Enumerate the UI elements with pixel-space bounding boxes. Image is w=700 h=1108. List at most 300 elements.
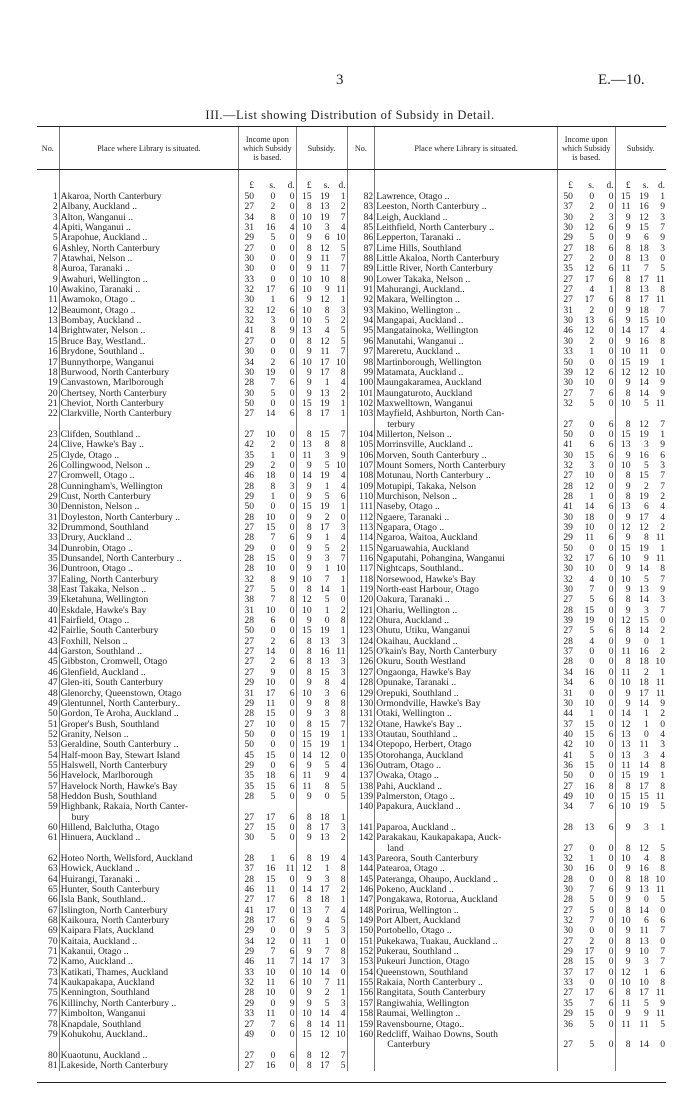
subsidy-amount xyxy=(615,202,666,212)
library-place: Albany, Auckland .. xyxy=(59,202,238,212)
income-shillings: 1 xyxy=(589,709,595,720)
subsidy-shillings: 1 xyxy=(324,936,330,947)
income-shillings: 2 xyxy=(270,440,276,451)
library-no: 48 xyxy=(48,688,58,699)
library-place: Kennington, Southland xyxy=(59,988,238,998)
library-no: 154 xyxy=(347,968,375,978)
income-pounds: 34 xyxy=(563,667,573,678)
library-no: 55 xyxy=(48,760,58,771)
subsidy-amount xyxy=(615,1051,666,1061)
subsidy-pence: 10 xyxy=(655,367,665,378)
income-amount xyxy=(557,564,615,574)
subsidy-pence: 4 xyxy=(660,729,665,740)
subsidy-pence: 4 xyxy=(660,512,665,523)
library-no xyxy=(37,420,59,430)
library-no: 99 xyxy=(347,368,375,378)
subsidy-shillings: 6 xyxy=(324,233,330,244)
subsidy-pounds: 9 xyxy=(625,512,631,523)
library-no: 101 xyxy=(347,389,375,399)
leader-dots: .. xyxy=(436,523,445,533)
income-pence: 6 xyxy=(289,1019,295,1030)
subsidy-shillings: 12 xyxy=(319,1029,330,1040)
library-no: 72 xyxy=(48,957,58,968)
subsidy-pounds: 9 xyxy=(625,885,631,896)
subsidy-pence: 8 xyxy=(660,854,665,864)
library-place: Ongaonga, Hawke's Bay xyxy=(375,668,558,678)
income-pence: 0 xyxy=(289,316,295,327)
subsidy-pence: 10 xyxy=(335,1029,346,1040)
income-pence: 6 xyxy=(608,264,614,275)
library-place: Havelock, Marlborough xyxy=(59,771,238,781)
subsidy-shillings: 5 xyxy=(643,460,649,471)
subsidy-amount xyxy=(615,254,666,264)
subsidy-table xyxy=(37,126,666,1071)
income-pence: 6 xyxy=(608,295,614,306)
library-no: 30 xyxy=(48,502,58,513)
library-place: Palmerston, Otago .. xyxy=(375,792,558,802)
leader-dots: .. xyxy=(136,440,144,451)
library-no: 60 xyxy=(48,822,58,833)
leader-dots: .. xyxy=(132,864,140,875)
subsidy-amount xyxy=(296,1030,347,1040)
income-amount xyxy=(239,430,297,440)
subsidy-pence: 3 xyxy=(660,740,665,751)
subsidy-pounds: 9 xyxy=(625,1009,631,1020)
income-pence: 0 xyxy=(289,616,295,627)
income-amount xyxy=(557,192,615,202)
table-row xyxy=(37,978,666,988)
table-row xyxy=(37,378,666,388)
income-pence: 0 xyxy=(608,336,614,347)
table-row xyxy=(37,575,666,585)
library-no: 150 xyxy=(347,926,375,936)
income-amount xyxy=(239,358,297,368)
subsidy-amount xyxy=(296,595,347,605)
library-place: Maxwelltown, Wanganui xyxy=(375,399,558,409)
unit-pence: d. xyxy=(606,181,614,191)
subsidy-pence: 0 xyxy=(340,967,346,978)
subsidy-amount xyxy=(296,192,347,202)
income-pence: 6 xyxy=(289,409,295,420)
subsidy-pence: 7 xyxy=(660,605,665,616)
library-no: 1 xyxy=(52,192,58,202)
income-pence: 7 xyxy=(289,957,295,968)
income-shillings: 12 xyxy=(584,264,595,275)
income-pence: 0 xyxy=(608,854,614,864)
subsidy-shillings: 6 xyxy=(643,502,649,513)
leader-dots: .. xyxy=(450,729,458,740)
table-row xyxy=(37,523,666,533)
library-place: North-east Harbour, Otago xyxy=(375,585,558,595)
subsidy-amount xyxy=(615,409,666,419)
subsidy-amount xyxy=(296,699,347,709)
income-shillings: 12 xyxy=(584,223,595,234)
subsidy-pence: 11 xyxy=(655,554,665,565)
library-no: 109 xyxy=(347,482,375,492)
table-row xyxy=(37,440,666,450)
income-amount xyxy=(239,937,297,947)
income-shillings: 16 xyxy=(584,667,595,678)
library-place: Otane, Hawke's Bay .. xyxy=(375,720,558,730)
library-place: Brightwater, Nelson .. xyxy=(59,326,238,336)
subsidy-pounds: 8 xyxy=(306,1050,312,1061)
subsidy-pounds: 9 xyxy=(625,481,631,492)
income-pounds: 39 xyxy=(563,367,573,378)
income-pounds: 28 xyxy=(244,554,255,565)
income-pence: 6 xyxy=(608,998,614,1009)
unit-pounds: £ xyxy=(249,181,255,191)
income-pounds: 30 xyxy=(563,864,573,875)
library-place: Matamata, Auckland .. xyxy=(375,368,558,378)
library-no: 97 xyxy=(347,347,375,357)
library-no: 135 xyxy=(347,751,375,761)
table-row xyxy=(37,606,666,616)
library-no: 126 xyxy=(347,657,375,667)
library-no: 4 xyxy=(52,223,58,234)
income-pence: 0 xyxy=(289,905,295,916)
subsidy-pounds: 8 xyxy=(306,1019,312,1030)
subsidy-pounds: 9 xyxy=(306,698,312,709)
income-pence: 0 xyxy=(608,688,614,699)
subsidy-amount xyxy=(615,771,666,781)
income-shillings: 0 xyxy=(270,502,276,513)
library-place: Ormondville, Hawke's Bay xyxy=(375,699,558,709)
subsidy-pounds: 11 xyxy=(621,264,631,275)
income-pence: 6 xyxy=(608,885,614,896)
income-pence: 9 xyxy=(289,574,295,585)
income-shillings: 17 xyxy=(265,905,276,916)
income-shillings: 12 xyxy=(584,367,595,378)
subsidy-pence: 10 xyxy=(335,564,346,575)
income-pounds: 28 xyxy=(244,854,255,864)
income-pounds: 29 xyxy=(563,947,573,958)
income-shillings: 0 xyxy=(270,398,276,409)
leader-dots: .. xyxy=(132,502,140,513)
unit-shillings: s. xyxy=(323,181,330,191)
income-amount xyxy=(557,347,615,357)
income-shillings: 2 xyxy=(589,202,595,213)
subsidy-amount xyxy=(615,978,666,988)
leader-dots: .. xyxy=(128,305,136,316)
subsidy-pounds: 9 xyxy=(625,947,631,958)
subsidy-pounds: 9 xyxy=(306,988,312,999)
income-pounds: 29 xyxy=(244,926,255,937)
income-pence: 6 xyxy=(608,419,614,430)
subsidy-amount xyxy=(615,626,666,636)
library-place: Maungakaramea, Auckland xyxy=(375,378,558,388)
leader-dots: .. xyxy=(125,957,133,968)
library-place: Leeston, North Canterbury .. xyxy=(375,202,558,212)
income-pence: 6 xyxy=(289,760,295,771)
subsidy-pounds: 8 xyxy=(625,657,631,668)
subsidy-amount xyxy=(296,564,347,574)
income-shillings: 0 xyxy=(270,347,276,358)
income-pence: 6 xyxy=(608,388,614,399)
income-pounds: 33 xyxy=(244,1009,255,1020)
subsidy-amount xyxy=(296,389,347,399)
subsidy-pounds: 10 xyxy=(302,967,312,978)
income-shillings: 5 xyxy=(270,585,276,596)
library-no: 15 xyxy=(48,336,58,347)
library-no: 47 xyxy=(48,678,58,689)
income-pounds: 27 xyxy=(563,843,573,854)
library-place: Morrinsville, Auckland .. xyxy=(375,440,558,450)
subsidy-pence: 10 xyxy=(335,357,346,368)
income-pence: 0 xyxy=(608,254,614,265)
income-pounds: 30 xyxy=(563,564,573,575)
library-place: Lower Takaka, Nelson .. xyxy=(375,275,558,285)
library-place: Mount Somers, North Canterbury xyxy=(375,461,558,471)
library-no: 95 xyxy=(347,326,375,336)
income-shillings: 11 xyxy=(266,698,276,709)
income-amount xyxy=(557,471,615,481)
income-pounds: 27 xyxy=(244,667,255,678)
subsidy-pounds: 8 xyxy=(306,636,312,647)
subsidy-pence: 1 xyxy=(660,543,665,554)
leader-dots: .. xyxy=(448,822,456,833)
income-shillings: 12 xyxy=(584,326,595,337)
subsidy-pounds: 8 xyxy=(306,895,312,906)
income-amount xyxy=(557,957,615,967)
subsidy-pounds: 8 xyxy=(306,523,312,533)
income-amount xyxy=(239,885,297,895)
income-pence: 6 xyxy=(289,357,295,368)
income-pence: 0 xyxy=(289,967,295,978)
income-pence: 6 xyxy=(608,316,614,327)
income-pence: 0 xyxy=(608,791,614,802)
subsidy-amount xyxy=(296,244,347,254)
library-no: 76 xyxy=(48,998,58,1009)
subsidy-amount xyxy=(296,730,347,740)
income-shillings: 14 xyxy=(265,409,276,420)
subsidy-pence: 7 xyxy=(660,926,665,937)
income-shillings: 0 xyxy=(589,771,595,782)
income-pence: 9 xyxy=(289,326,295,337)
income-amount xyxy=(239,813,297,823)
income-amount xyxy=(239,1009,297,1019)
income-pence: 0 xyxy=(608,192,614,202)
subsidy-pounds: 10 xyxy=(302,357,312,368)
income-pounds: 50 xyxy=(244,502,255,513)
subsidy-pounds: 14 xyxy=(302,750,312,761)
income-shillings: 0 xyxy=(589,657,595,668)
income-amount xyxy=(239,616,297,626)
income-pounds: 50 xyxy=(244,740,255,751)
subsidy-shillings: 5 xyxy=(324,998,330,1009)
subsidy-amount xyxy=(296,285,347,295)
income-shillings: 7 xyxy=(589,998,595,1009)
income-amount xyxy=(557,926,615,936)
subsidy-amount xyxy=(615,906,666,916)
income-shillings: 13 xyxy=(584,316,595,327)
income-amount xyxy=(239,554,297,564)
subsidy-pence: 7 xyxy=(660,481,665,492)
subsidy-amount xyxy=(296,947,347,957)
leader-dots: .. xyxy=(440,212,448,223)
income-amount xyxy=(239,575,297,585)
income-amount xyxy=(557,875,615,885)
income-amount xyxy=(557,761,615,771)
income-pounds: 32 xyxy=(244,574,255,585)
subsidy-amount xyxy=(296,678,347,688)
library-place: Clifden, Southland .. xyxy=(59,430,238,440)
income-amount xyxy=(557,264,615,274)
income-pounds: 28 xyxy=(244,988,255,999)
income-pence: 6 xyxy=(289,854,295,864)
library-place: Ohutu, Utiku, Wanganui xyxy=(375,626,558,636)
table-row xyxy=(37,761,666,771)
income-pounds: 30 xyxy=(563,450,573,461)
library-place: bury xyxy=(59,813,238,823)
subsidy-shillings: 3 xyxy=(643,957,649,968)
table-row xyxy=(37,668,666,678)
library-place: Ngaere, Taranaki .. xyxy=(375,513,558,523)
library-place: Lakeside, North Canterbury xyxy=(59,1061,238,1071)
income-shillings: 19 xyxy=(265,367,276,378)
subsidy-amount xyxy=(615,564,666,574)
subsidy-pence: 11 xyxy=(655,1009,665,1020)
subsidy-shillings: 8 xyxy=(324,678,330,689)
income-pence: 0 xyxy=(289,502,295,513)
table-row xyxy=(37,368,666,378)
table-row xyxy=(37,947,666,957)
library-no: 69 xyxy=(48,926,58,937)
subsidy-amount xyxy=(615,740,666,750)
subsidy-pence: 1 xyxy=(660,636,665,647)
subsidy-pounds: 13 xyxy=(302,905,312,916)
income-pounds: 50 xyxy=(244,626,255,637)
income-amount xyxy=(557,1061,615,1071)
table-row xyxy=(37,916,666,926)
income-amount xyxy=(557,999,615,1009)
income-pence: 0 xyxy=(608,471,614,482)
subsidy-shillings: 17 xyxy=(319,1060,330,1071)
unit-pence: d. xyxy=(287,181,295,191)
subsidy-shillings: 3 xyxy=(324,554,330,565)
income-pence: 0 xyxy=(608,347,614,358)
library-no: 82 xyxy=(347,192,375,202)
income-amount xyxy=(239,378,297,388)
income-pounds: 34 xyxy=(563,678,573,689)
subsidy-amount xyxy=(296,885,347,895)
subsidy-amount xyxy=(615,782,666,792)
library-place xyxy=(375,1051,558,1061)
subsidy-amount xyxy=(296,306,347,316)
income-pence: 6 xyxy=(608,554,614,565)
library-no: 73 xyxy=(48,967,58,978)
subsidy-amount xyxy=(296,1020,347,1030)
table-row xyxy=(37,275,666,285)
income-amount xyxy=(557,657,615,667)
income-pounds: 28 xyxy=(563,822,573,833)
library-place: Murchison, Nelson .. xyxy=(375,492,558,502)
income-amount xyxy=(557,202,615,212)
income-amount xyxy=(239,399,297,409)
table-row xyxy=(37,833,666,843)
library-no: 52 xyxy=(48,729,58,740)
income-shillings: 5 xyxy=(270,233,276,244)
subsidy-pence: 9 xyxy=(660,698,665,709)
library-no: 9 xyxy=(52,274,58,285)
income-amount xyxy=(239,926,297,936)
income-shillings: 17 xyxy=(265,812,276,823)
income-pounds: 27 xyxy=(563,254,573,265)
subsidy-pounds: 13 xyxy=(302,440,312,451)
income-shillings: 17 xyxy=(584,274,595,285)
subsidy-pence: 3 xyxy=(660,243,665,254)
library-place: Drury, Auckland .. xyxy=(59,533,238,543)
income-shillings: 11 xyxy=(266,1009,276,1020)
income-pounds: 36 xyxy=(563,760,573,771)
library-no: 84 xyxy=(347,213,375,223)
subsidy-pounds: 11 xyxy=(621,1019,631,1030)
subsidy-amount xyxy=(296,533,347,543)
library-no xyxy=(347,813,375,823)
subsidy-shillings: 19 xyxy=(639,357,649,368)
income-amount xyxy=(557,720,615,730)
subsidy-shillings: 1 xyxy=(643,719,649,730)
library-place: Ohura, Auckland .. xyxy=(375,616,558,626)
subsidy-pence: 10 xyxy=(335,460,346,471)
library-place: Eketahuna, Wellington xyxy=(59,595,238,605)
leader-dots: .. xyxy=(450,636,458,647)
library-place: Opunake, Taranaki .. xyxy=(375,678,558,688)
subsidy-pence: 0 xyxy=(660,936,665,947)
income-amount xyxy=(239,523,297,533)
income-amount xyxy=(239,689,297,699)
subsidy-pence: 8 xyxy=(660,336,665,347)
subsidy-amount xyxy=(296,968,347,978)
income-shillings: 0 xyxy=(589,543,595,554)
table-row xyxy=(37,1040,666,1050)
subsidy-amount xyxy=(296,409,347,419)
subsidy-shillings: 9 xyxy=(324,771,330,782)
subsidy-amount xyxy=(615,957,666,967)
subsidy-shillings: 3 xyxy=(643,750,649,761)
subsidy-pounds: 9 xyxy=(306,388,312,399)
income-pence: 0 xyxy=(608,874,614,885)
subsidy-amount xyxy=(615,937,666,947)
subsidy-amount xyxy=(615,368,666,378)
library-no xyxy=(347,1040,375,1050)
income-amount xyxy=(239,585,297,595)
subsidy-shillings: 3 xyxy=(324,450,330,461)
subsidy-pence: 5 xyxy=(340,781,346,792)
subsidy-shillings: 2 xyxy=(643,667,649,678)
income-pence: 0 xyxy=(289,936,295,947)
income-shillings: 1 xyxy=(270,854,276,864)
income-pence: 6 xyxy=(608,274,614,285)
library-no xyxy=(347,1051,375,1061)
subsidy-shillings: 16 xyxy=(639,202,649,213)
subsidy-amount xyxy=(296,451,347,461)
library-place xyxy=(59,1040,238,1050)
income-shillings: 10 xyxy=(584,523,595,533)
library-place: Kaipara Flats, Auckland xyxy=(59,926,238,936)
income-amount xyxy=(557,885,615,895)
income-pounds: 27 xyxy=(563,295,573,306)
subsidy-pence: 1 xyxy=(340,895,346,906)
table-row xyxy=(37,999,666,1009)
subsidy-pounds: 9 xyxy=(306,554,312,565)
subsidy-amount xyxy=(296,906,347,916)
subsidy-amount xyxy=(615,275,666,285)
income-shillings: 15 xyxy=(584,760,595,771)
subsidy-amount xyxy=(615,461,666,471)
subsidy-pounds: 9 xyxy=(625,212,631,223)
income-pounds: 35 xyxy=(244,781,255,792)
subsidy-pounds: 9 xyxy=(625,233,631,244)
